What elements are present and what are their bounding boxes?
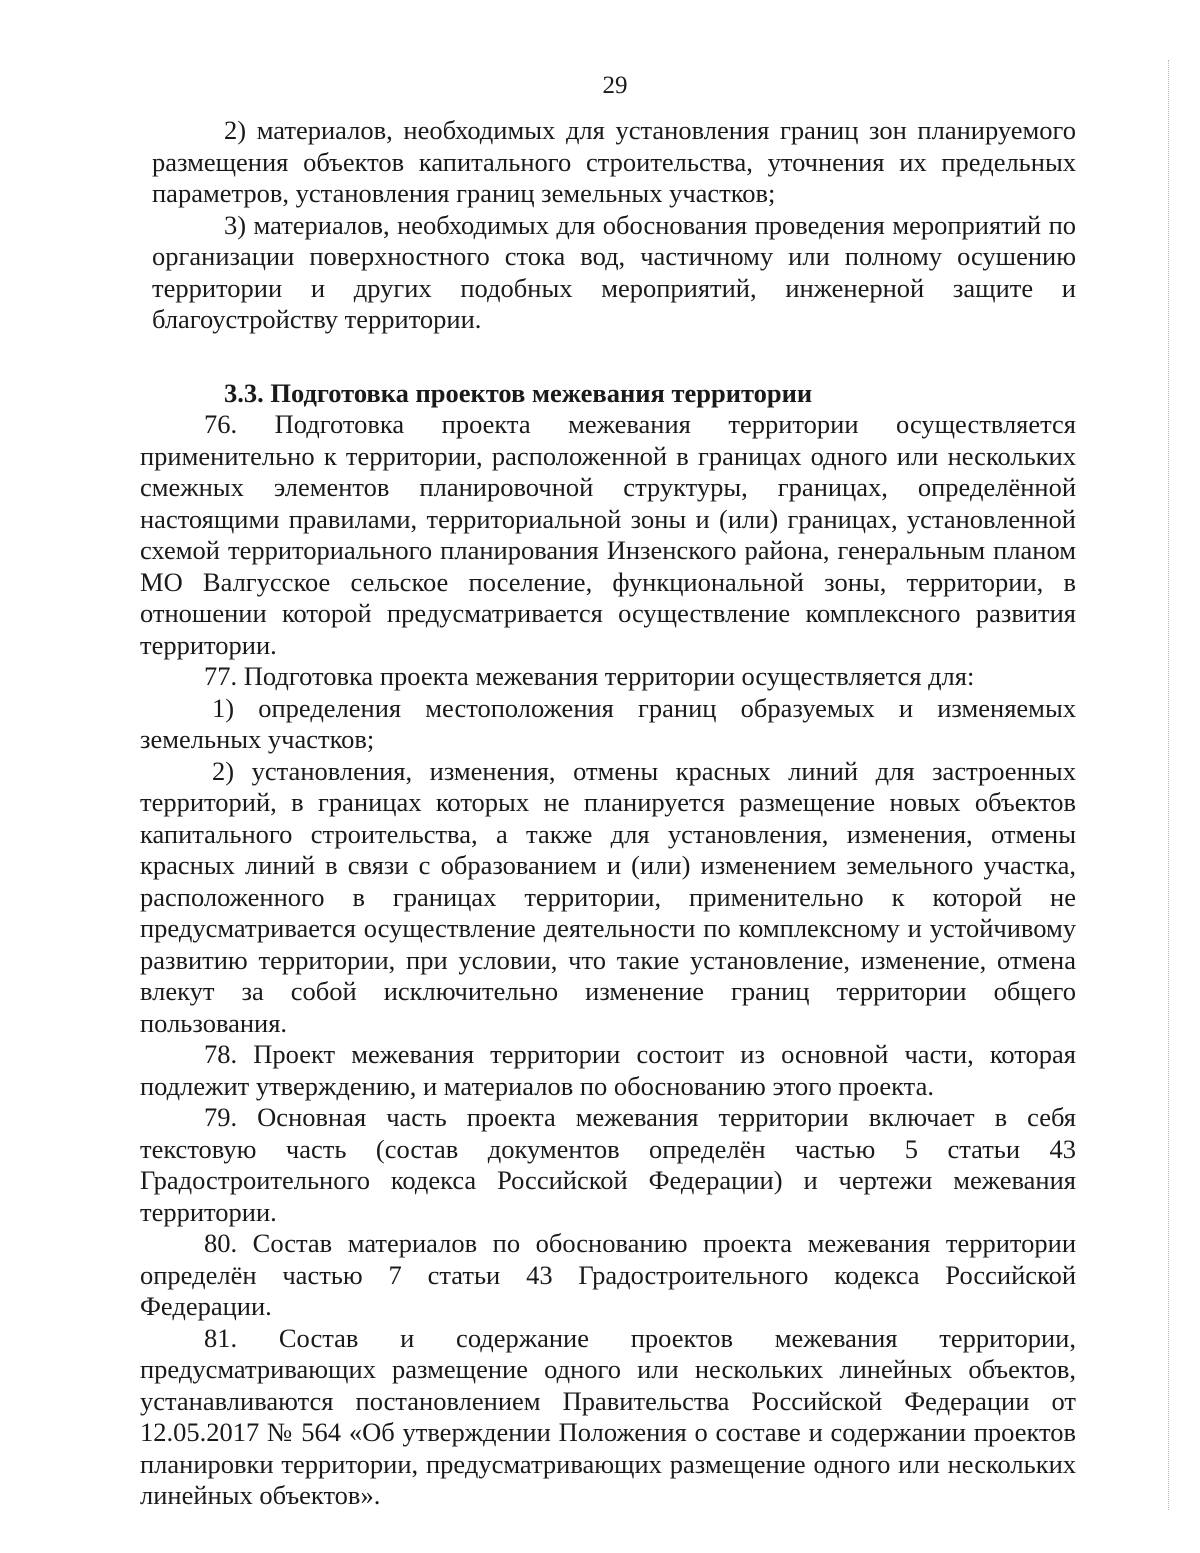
intro-item-2: 2) материалов, необходимых для установления границ зон планируемого размещения объектов капитального строительства, уточнения их предельных параметров, установления границ земельных участков; <box>152 115 1076 208</box>
section-body <box>140 409 1076 1512</box>
paragraph-77-item-1: 1) определения местоположения границ образуемых и изменяемых земельных участков; <box>140 692 1076 754</box>
page-number: 29 <box>602 72 628 99</box>
document-body <box>140 115 1076 1512</box>
paragraph-79: 79. Основная часть проекта межевания территории включает в себя текстовую часть (состав документов определён частью 5 статьи 43 Градостроительного кодекса Российской Федерации) и чертежи межевания территории. <box>140 1102 1076 1227</box>
paragraph-77: 77. Подготовка проекта межевания территории осуществляется для: <box>204 661 975 691</box>
paragraph-78: 78. Проект межевания территории состоит из основной части, которая подлежит утверждению, и материалов по обоснованию этого проекта. <box>140 1039 1076 1101</box>
scan-edge-line <box>1168 60 1169 1510</box>
paragraph-81: 81. Состав и содержание проектов межевания территории, предусматривающих размещение одного или нескольких линейных объектов, устанавливаются постановлением Правительства Российской Федерации от 12.05.2017 № 564 «Об утверждении Положения о составе и содержании проектов планировки территории, предусматривающих размещение одного или нескольких линейных объектов». <box>140 1322 1076 1510</box>
paragraph-77-item-2: 2) установления, изменения, отмены красных линий для застроенных территорий, в границах которых не планируется размещение новых объектов капитального строительства, а также для установления, изменения, отмены красных линий в связи с образованием и (или) изменением земельного участка, расположенного в границах территории, применительно к которой не предусматривается осуществление деятельности по комплексному и устойчивому развитию территории, при условии, что такие установление, изменение, отмена влекут за собой исключительно изменение границ территории общего пользования. <box>140 755 1076 1038</box>
paragraph-80: 80. Состав материалов по обоснованию проекта межевания территории определён частью 7 статьи 43 Градостроительного кодекса Российской Федерации. <box>140 1228 1076 1321</box>
section-title: 3.3. Подготовка проектов межевания территории <box>224 377 813 408</box>
intro-item-3: 3) материалов, необходимых для обоснования проведения мероприятий по организации поверхностного стока вод, частичному или полному осушению территории и других подобных мероприятий, инженерной защите и благоустройству территории. <box>152 209 1076 334</box>
paragraph-76: 76. Подготовка проекта межевания территории осуществляется применительно к территории, расположенной в границах одного или нескольких смежных элементов планировочной структуры, границах, определённой настоящими правилами, территориальной зоны и (или) границах, установленной схемой территориального планирования Инзенского района, генеральным планом МО Валгусское сельское поселение, функциональной зоны, территории, в отношении которой предусматривается осуществление комплексного развития территории. <box>140 409 1076 660</box>
